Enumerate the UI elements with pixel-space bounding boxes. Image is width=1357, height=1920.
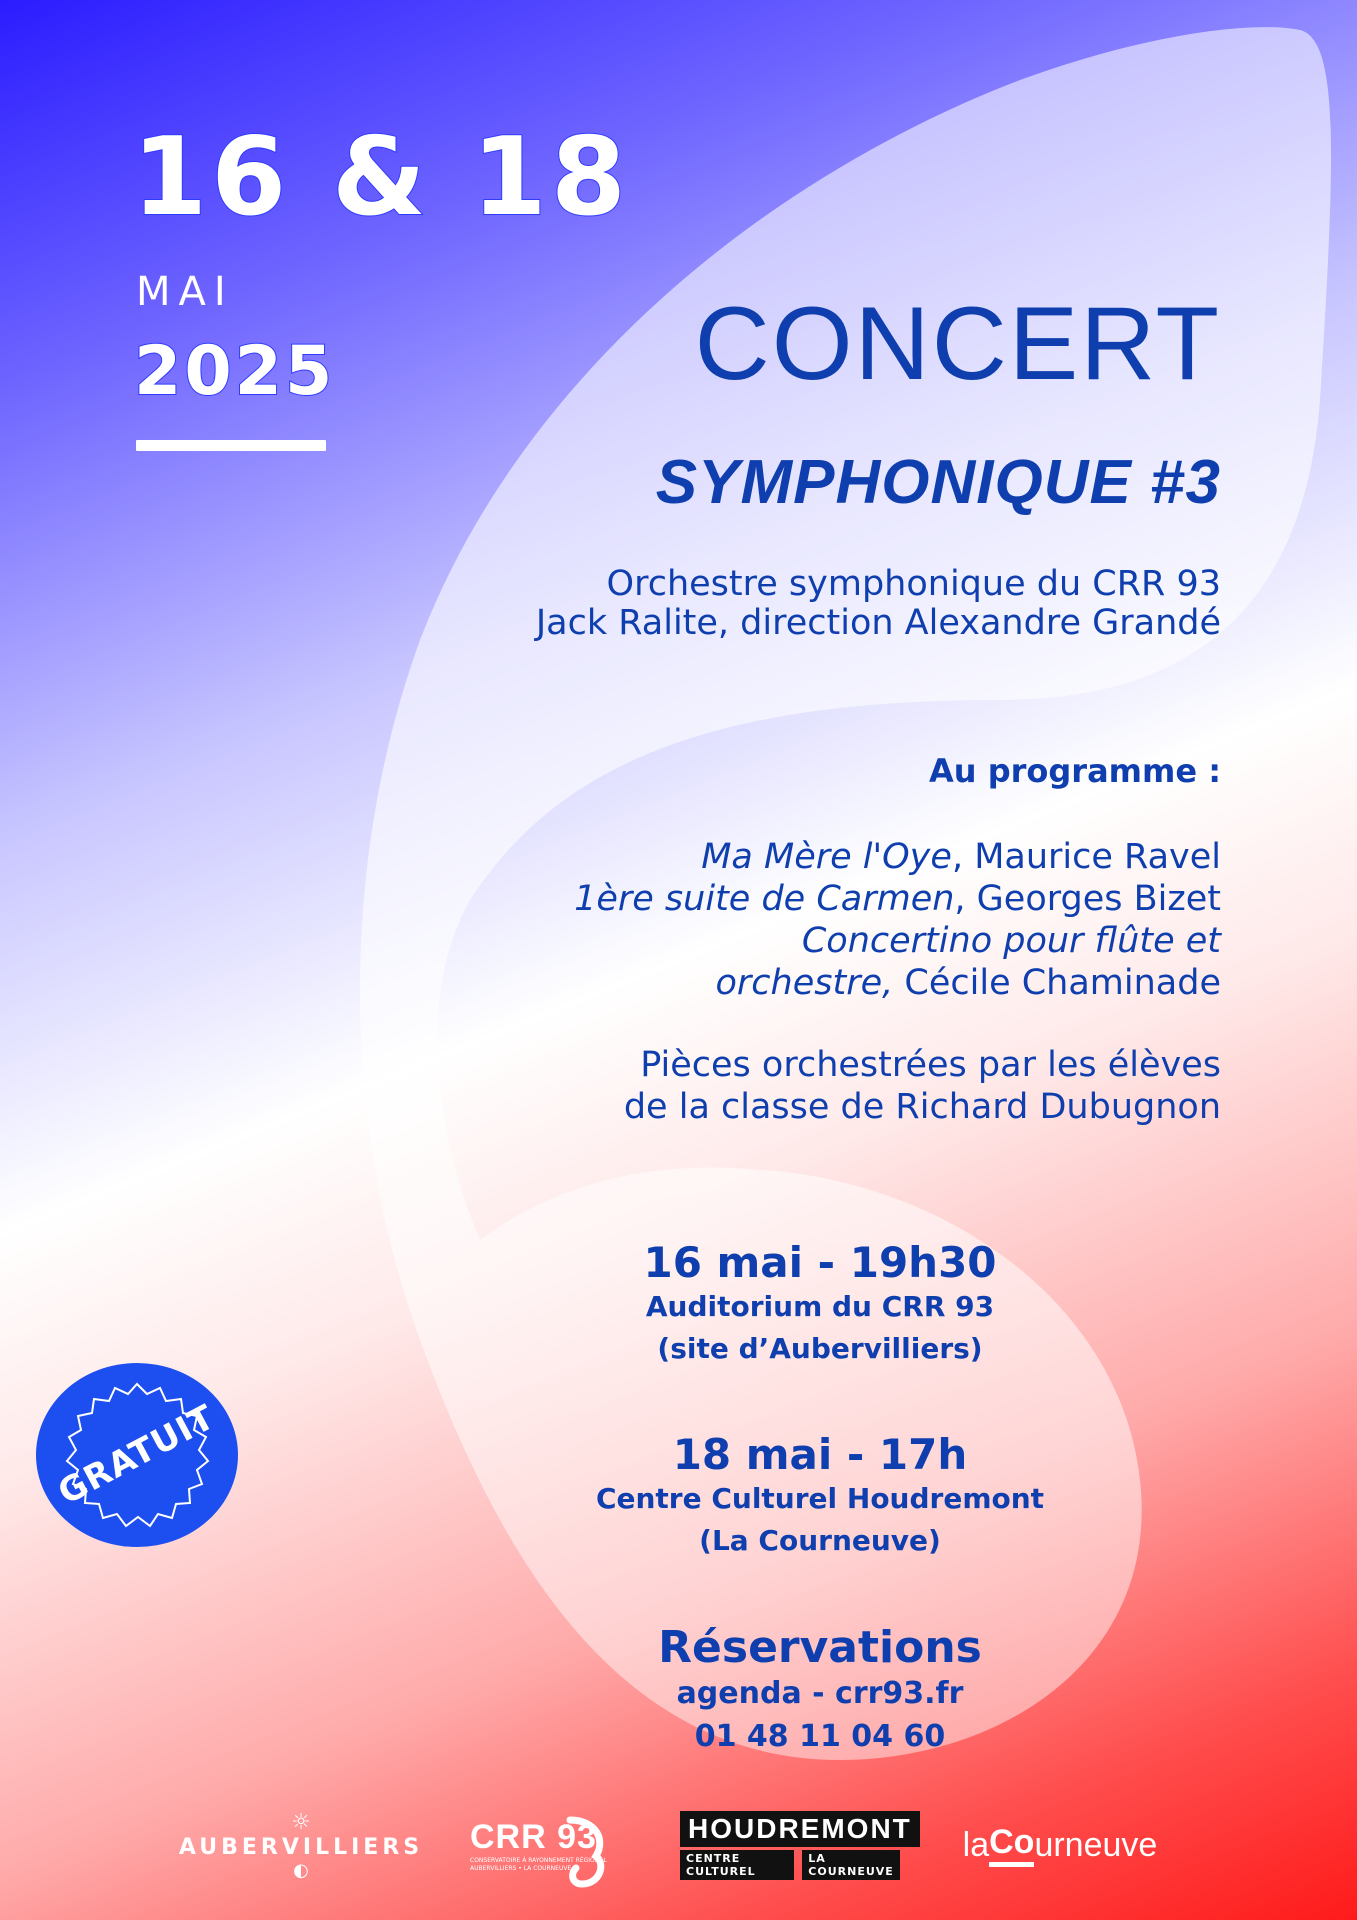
pieces-line: Pièces orchestrées par les élèves xyxy=(640,1045,1221,1085)
programme-list xyxy=(574,836,1221,1004)
orchestra-line: Orchestre symphonique du CRR 93 xyxy=(606,564,1221,604)
event-year: 2025 xyxy=(134,332,336,411)
sun-icon: ☼ xyxy=(291,1809,311,1835)
orchestra-info xyxy=(536,565,1221,643)
event-month: MAI xyxy=(136,269,234,315)
composer: , Georges Bizet xyxy=(954,879,1221,919)
reservations-title: Réservations xyxy=(658,1622,982,1673)
event-block xyxy=(560,1240,1080,1370)
programme-item xyxy=(574,920,1221,962)
page-title: CONCERT xyxy=(694,286,1221,402)
composer: Cécile Chaminade xyxy=(893,963,1221,1003)
event-date: 16 mai - 19h30 xyxy=(643,1238,997,1287)
crr93-logo-subtext: AUBERVILLIERS • LA COURNEUVE xyxy=(470,1864,572,1872)
event-venue-detail: (La Courneuve) xyxy=(699,1524,941,1558)
reservations-block xyxy=(560,1624,1080,1758)
event-date: 18 mai - 17h xyxy=(672,1430,968,1479)
crr93-logo-subtext: CONSERVATOIRE À RAYONNEMENT RÉGIONAL xyxy=(470,1856,607,1864)
event-venue: Centre Culturel Houdremont xyxy=(595,1482,1045,1516)
pieces-line: de la classe de Richard Dubugnon xyxy=(623,1087,1221,1127)
work-title: orchestre, xyxy=(715,963,894,1003)
programme-item xyxy=(574,962,1221,1004)
la-courneuve-logo: la Co urneuve xyxy=(960,1800,1160,1890)
aubervilliers-logo-text: AUBERVILLIERS xyxy=(178,1834,424,1860)
divider xyxy=(136,440,326,451)
conductor-line: Jack Ralite, direction Alexandre Grandé xyxy=(535,603,1221,643)
reservations-phone[interactable]: 01 48 11 04 60 xyxy=(694,1719,946,1755)
houdremont-logo-subtext: CENTRE CULTUREL xyxy=(680,1850,794,1880)
reservations-website[interactable]: agenda - crr93.fr xyxy=(676,1676,964,1712)
free-badge-label: GRATUIT xyxy=(51,1397,223,1513)
programme-heading: Au programme : xyxy=(929,752,1221,790)
event-days: 16 & 18 xyxy=(132,115,630,240)
pieces-note xyxy=(624,1044,1221,1128)
work-title: 1ère suite de Carmen xyxy=(574,879,955,919)
crr93-logo xyxy=(470,1800,620,1890)
event-block xyxy=(560,1432,1080,1562)
composer: , Maurice Ravel xyxy=(951,837,1221,877)
work-title: Ma Mère l'Oye xyxy=(701,837,952,877)
crr93-logo-text: CRR 93 xyxy=(470,1817,597,1856)
houdremont-logo xyxy=(680,1800,912,1890)
event-venue: Auditorium du CRR 93 xyxy=(645,1290,995,1324)
note-icon xyxy=(566,1816,610,1888)
programme-item xyxy=(574,878,1221,920)
houdremont-logo-text: HOUDREMONT xyxy=(680,1811,920,1847)
work-title: Concertino pour flûte et xyxy=(801,921,1221,961)
page-subtitle: SYMPHONIQUE #3 xyxy=(655,448,1221,517)
event-venue-detail: (site d’Aubervilliers) xyxy=(657,1332,983,1366)
houdremont-logo-subtext: LA COURNEUVE xyxy=(802,1850,900,1880)
programme-item xyxy=(574,836,1221,878)
moon-icon: ◐ xyxy=(293,1859,309,1881)
aubervilliers-logo xyxy=(178,1800,424,1890)
